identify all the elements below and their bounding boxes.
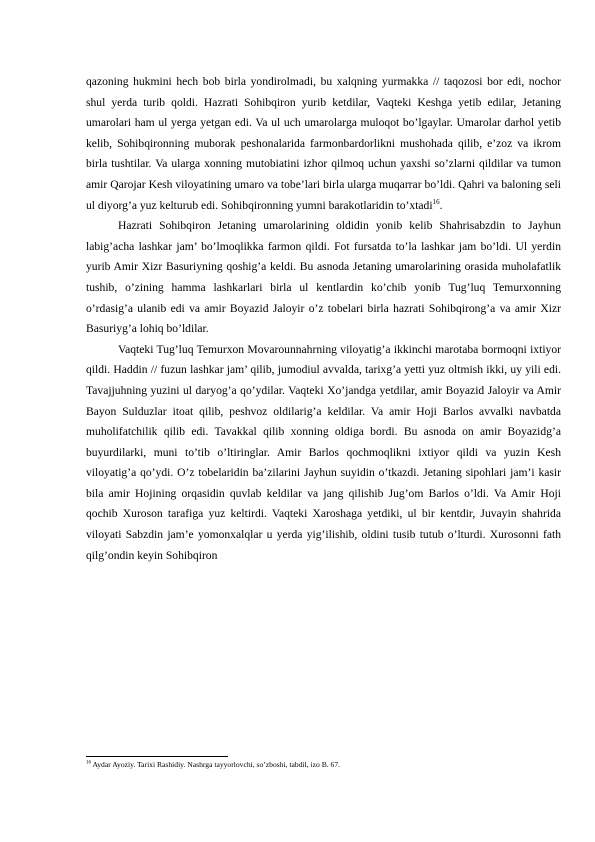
paragraph-3: Vaqteki Tug’luq Temurxon Movarounnahrning viloyatig’a ikkinchi marotaba bormoqni ixtiyor qildi. Haddin // fuzun lashkar jam’ qilib, jumodiul avvalda, tarixg’a yetti yuz oltmish ikki, uy yili edi. Tavajjuhning yuzini ul daryog’a qo’ydilar. Vaqteki Xo’jandga yetdilar, amir Boyazid Jaloyir va Amir Bayon Sulduzlar itoat qilib, peshvoz oldilarig’a keldilar. Va amir Hoji Barlos avvalki navbatda muholifatchilik qilib edi. Tavakkal qilib xonning oldiga bordi. Bu asnoda on amir Boyazidg’a buyurdilarki, muni to’tib o’ltiringlar. Amir Barlos qochmoqlikni ixtiyor qildi va yuzin Kesh viloyatig’a qo’ydi. O’z tobelaridin ba’zilarini Jayhun suyidin o’tkazdi. Jetaning sipohlari jam’i kasir bila amir Hojining orqasidin quvlab keldilar va jang qilishib Jug’om Barlos o’ldi. Va Amir Hoji qochib Xuroson tarafiga yuz keltirdi. Vaqteki Xaroshaga yetdiki, ul bir kentdir, Juvayin shahrida viloyati Sabzdin jam’e yomonxalqlar u yerda yig’ilishib, oldini tusib tutub o’lturdi. Xurosonni fath qilg’ondin keyin Sohibqiron (86, 342, 561, 562)
document-body (86, 72, 561, 566)
footnote-marker: 16 (86, 760, 91, 766)
footnote-reference[interactable]: 16 (432, 197, 440, 206)
paragraph-1-end: . (439, 198, 443, 212)
paragraph-1 (86, 72, 561, 216)
paragraph-1-text: qazoning hukmini hech bob birla yondirolmadi, bu xalqning yurmakka // taqozosi bor edi, nochor shul yerda turib qoldi. Hazrati Sohibqiron yurib ketdilar, Vaqteki Keshga yetib edilar, Jetaning umarolari ham ul yerga yetgan edi. Va ul uch umarolarga muloqot bo’lgaylar. Umarolar darhol yetib kelib, Sohibqironning muborak peshonalarida farmonbardorlikni mushohada qilib, e’zoz va ikrom birla tushtilar. Va ularga xonning mutobiatini izhor qilmoq uchun yaxshi so’zlarni qildilar va tumon amir Qarojar Kesh viloyatining umaro va tobe’lari birla ularga muqarrar bo’ldi. Qahri va baloning seli ul diyorg’a yuz kelturub edi. Sohibqironning yumni barakotlaridin to’xtadi (86, 75, 561, 212)
footnote (86, 760, 561, 770)
footnote-separator (86, 756, 228, 757)
footnote-text: Aydar Ayoziy. Tarixi Rashidiy. Nashrga tayyorlovchi, so’zboshi, tabdil, izo B. 67. (91, 760, 341, 769)
paragraph-2: Hazrati Sohibqiron Jetaning umarolarining oldidin yonib kelib Shahrisabzdin to Jayhun labig’acha lashkar jam’ bo’lmoqlikka farmon qildi. Fot fursatda to’la lashkar jam bo’ldi. Ul yerdin yurib Amir Xizr Basuriyning qoshig’a keldi. Bu asnoda Jetaning umarolarining orasida muholafatlik tushib, o’zining hamma lashkarlari birla ul kentlardin ko’chib yonib Tug’luq Temurxonning o’rdasig’a ulanib edi va amir Boyazid Jaloyir o’z tobelari birla hazrati Sohibqirong’a va amir Xizr Basuriyg’a lohiq bo’ldilar. (86, 219, 561, 336)
